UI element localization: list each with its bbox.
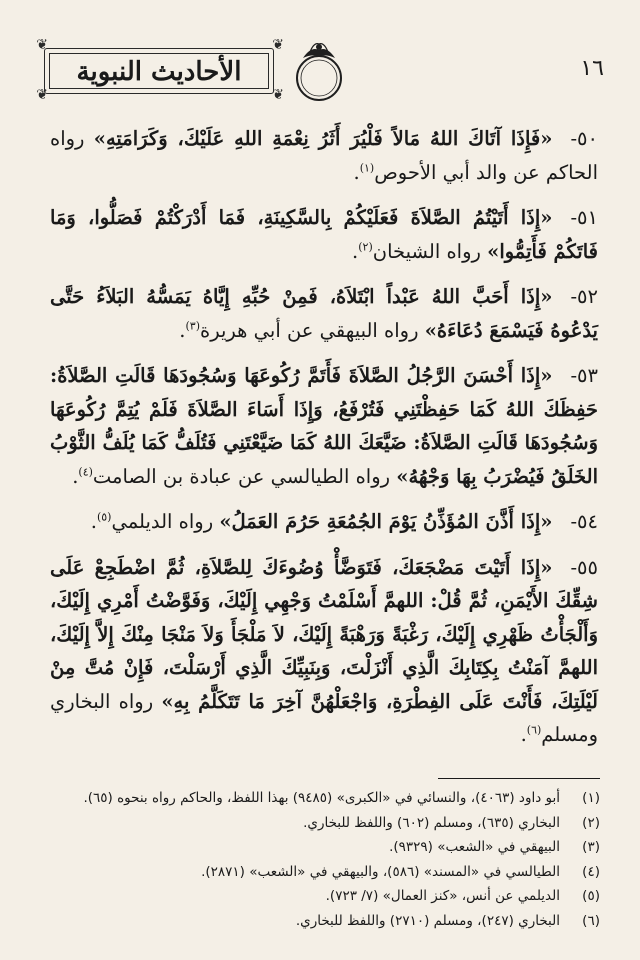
hadith-text: «إِذَا أَتَيْتَ مَضْجَعَكَ، فَتَوَضَّأْ وُضُوءَكَ لِلصَّلاَةِ، ثُمَّ اضْطَجِعْ عَلَى شِقِّكَ الأَيْمَنِ، ثُمَّ قُلْ: اللهمَّ أَسْلَمْتُ وَجْهِي إِلَيْكَ، وَفَوَّضْتُ أَمْرِي إِلَيْكَ، وَأَلْجَأْتُ ظَهْرِي إِلَيْكَ، رَغْبَةً وَرَهْبَةً إِلَيْكَ، لاَ مَلْجَأَ وَلاَ مَنْجَا مِنْكَ إِلاَّ إِلَيْكَ، اللهمَّ آمَنْتُ بِكِتَابِكَ الَّذِي أَنْزَلْتَ، وَبِنَبِيِّكَ الَّذِي أَرْسَلْتَ، فَإِنْ مُتَّ مِنْ لَيْلَتِكَ، فَأَنْتَ عَلَى الفِطْرَةِ، وَاجْعَلْهُنَّ آخِرَ مَا تَتَكَلَّمُ بِهِ» xyxy=(50,555,598,713)
hadith-text: «إِذَا أَذَّنَ المُؤَذِّنُ يَوْمَ الجُمُعَةِ حَرُمَ العَمَلُ» xyxy=(219,510,553,533)
footnote-text: الديلمي عن أنس، «كنز العمال» (٧/ ٧٢٣). xyxy=(325,888,560,904)
hadith-number: ٥٠- xyxy=(570,127,598,150)
hadith-number: ٥٤- xyxy=(570,510,598,533)
hadith-entry xyxy=(50,359,598,493)
footnote-ref[interactable]: (٤) xyxy=(78,465,93,478)
hadith-source: رواه الشيخان xyxy=(372,239,481,263)
footnotes xyxy=(48,786,600,933)
hadith-text: «إِذَا أَتَيْتُمُ الصَّلاَةَ فَعَلَيْكُمْ بِالسَّكِينَةِ، فَمَا أَدْرَكْتُمْ فَصَلُّوا، وَمَا فَاتَكُمْ فَأَتِمُّوا» xyxy=(50,206,598,263)
hadith-entry xyxy=(50,505,598,539)
hadith-number: ٥٢- xyxy=(570,285,598,308)
footnote xyxy=(48,884,600,909)
footnote xyxy=(48,811,600,836)
end-punct: . xyxy=(352,239,359,263)
hadith-text: «فَإِذَا آتَاكَ اللهُ مَالاً فَلْيُرَ أَثَرُ نِعْمَةِ اللهِ عَلَيْكَ، وَكَرَامَتِهِ» xyxy=(93,127,553,150)
end-punct: . xyxy=(520,723,527,746)
footnote-number: (٤) xyxy=(582,863,600,880)
footnote-text: البخاري (٦٣٥)، ومسلم (٦٠٢) واللفظ للبخاري. xyxy=(303,814,560,831)
footnote xyxy=(48,786,600,811)
footnote xyxy=(48,835,600,860)
running-title: الأحاديث النبوية xyxy=(76,57,242,87)
footnote-number: (١) xyxy=(582,790,600,806)
end-punct: . xyxy=(90,510,97,533)
hadith-source: رواه الحاكم عن والد أبي الأحوص xyxy=(50,127,598,184)
hadith-entry xyxy=(50,551,598,752)
end-punct: . xyxy=(179,318,186,342)
hadith-source: رواه البيهقي عن أبي هريرة xyxy=(200,318,419,342)
footnote-ref[interactable]: (٢) xyxy=(358,240,373,253)
footnote-number: (٢) xyxy=(582,814,600,831)
hadith-list xyxy=(50,122,598,764)
hadith-source: رواه الديلمي xyxy=(111,510,214,533)
footnote-number: (٣) xyxy=(582,839,600,855)
hadith-number: ٥٥- xyxy=(570,555,598,579)
footnote-number: (٥) xyxy=(582,888,600,904)
footnote-text: البيهقي في «الشعب» (٩٣٢٩). xyxy=(389,839,560,855)
hadith-source: رواه البخاري ومسلم xyxy=(50,689,598,746)
footnote-ref[interactable]: (١) xyxy=(359,161,375,174)
footnote-ref[interactable]: (٣) xyxy=(185,319,200,332)
corner-ornament-icon: ❦ xyxy=(272,87,284,103)
footnote xyxy=(48,860,600,885)
page-number: ١٦ xyxy=(580,56,604,81)
footnote-text: أبو داود (٤٠٦٣)، والنسائي في «الكبرى» (٩٤٨٥) بهذا اللفظ، والحاكم رواه بنحوه (٦٥). xyxy=(83,790,560,806)
hadith-text: «إِذَا أَحَبَّ اللهُ عَبْداً ابْتَلاَهُ، فَمِنْ حُبِّهِ إِيَّاهُ يَمَسُّهُ البَلاَءُ حَتَّى يَدْعُوهُ فَيَسْمَعَ دُعَاءَهُ» xyxy=(50,285,598,342)
corner-ornament-icon: ❦ xyxy=(36,37,48,53)
footnote-text: البخاري (٢٤٧)، ومسلم (٢٧١٠) واللفظ للبخاري. xyxy=(295,912,560,929)
footnote xyxy=(48,909,600,934)
corner-ornament-icon: ❦ xyxy=(272,37,284,53)
end-punct: . xyxy=(72,464,79,488)
footnote-number: (٦) xyxy=(582,912,600,929)
footnote-ref[interactable]: (٥) xyxy=(96,510,112,524)
running-title-banner xyxy=(34,38,284,106)
footnote-ref[interactable]: (٦) xyxy=(526,723,542,737)
hadith-text: «إِذَا أَحْسَنَ الرَّجُلُ الصَّلاَةَ فَأَتَمَّ رُكُوعَهَا وَسُجُودَهَا قَالَتِ الصَّلاَةُ: حَفِظَكَ اللهُ كَمَا حَفِظْتَنِي فَتُرْفَعُ، وَإِذَا أَسَاءَ الصَّلاَةَ فَلَمْ يُتِمَّ رُكُوعَهَا وَسُجُودَهَا قَالَتِ الصَّلاَةُ: ضَيَّعَكَ اللهُ كَمَا ضَيَّعْتَنِي فَتُلَفُّ كَمَا يُلَفُّ الثَّوْبُ الخَلَقُ فَيُضْرَبُ بِهَا وَجْهُهُ» xyxy=(50,364,598,488)
hadith-number: ٥٣- xyxy=(570,364,598,387)
footnote-divider xyxy=(438,778,600,779)
page-header xyxy=(34,38,612,108)
hadith-entry xyxy=(50,122,598,189)
hadith-entry xyxy=(50,280,598,347)
end-punct: . xyxy=(353,160,360,184)
corner-ornament-icon: ❦ xyxy=(36,87,48,103)
hadith-source: رواه الطيالسي عن عبادة بن الصامت xyxy=(92,464,391,488)
footnote-text: الطيالسي في «المسند» (٥٨٦)، والبيهقي في «الشعب» (٢٨٧١). xyxy=(201,863,560,880)
hadith-number: ٥١- xyxy=(570,206,598,229)
hadith-entry xyxy=(50,201,598,268)
medallion-ornament-icon xyxy=(284,38,354,106)
